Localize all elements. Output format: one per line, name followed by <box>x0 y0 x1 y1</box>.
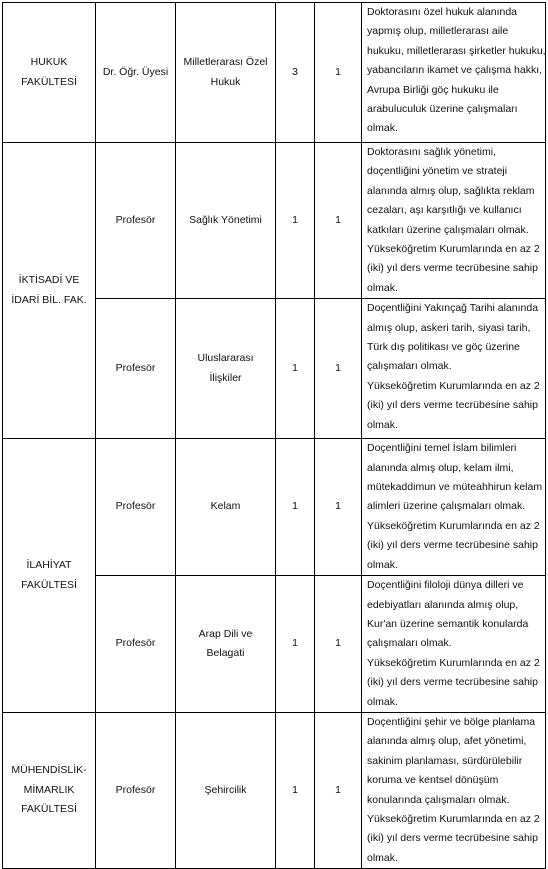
field-cell: Sağlık Yönetimi <box>176 143 276 299</box>
title-cell: Profesör <box>96 299 176 439</box>
table-row <box>3 712 546 868</box>
faculty-cell: İLAHİYAT FAKÜLTESİ <box>3 439 96 713</box>
table-row <box>3 3 546 143</box>
faculty-cell: HUKUK FAKÜLTESİ <box>3 3 96 143</box>
table-row <box>3 439 546 576</box>
title-cell: Dr. Öğr. Üyesi <box>96 3 176 143</box>
table-row <box>3 143 546 299</box>
title-cell: Profesör <box>96 143 176 299</box>
count-cell: 1 <box>276 439 315 576</box>
positions-table <box>2 2 546 869</box>
description-cell: Doçentliğini temel İslam bilimleri alanında almış olup, kelam ilmi, mütekaddimun ve müteahhirun kelam alimleri üzerine çalışmaları olmak. Yükseköğretim Kurumlarında en az 2 (iki) yıl ders verme tecrübesine sahip olmak. <box>362 439 546 576</box>
field-cell: Arap Dili ve Belagati <box>176 576 276 713</box>
description-cell: Doçentliğini Yakınçağ Tarihi alanında almış olup, askeri tarih, siyasi tarih, Türk dış politikası ve göç üzerine çalışmaları olmak. Yükseköğretim Kurumlarında en az 2 (iki) yıl ders verme tecrübesine sahip olmak. <box>362 299 546 439</box>
title-cell: Profesör <box>96 712 176 868</box>
count-cell: 1 <box>315 576 362 713</box>
count-cell: 1 <box>315 3 362 143</box>
count-cell: 1 <box>315 439 362 576</box>
count-cell: 1 <box>276 143 315 299</box>
field-cell: Uluslararası İlişkiler <box>176 299 276 439</box>
count-cell: 3 <box>276 3 315 143</box>
count-cell: 1 <box>315 143 362 299</box>
description-cell: Doktorasını sağlık yönetimi, doçentliğini yönetim ve strateji alanında almış olup, sağlıkta reklam cezaları, aşı karşıtlığı ve kullanıcı katkıları üzerine çalışmaları olmak. Yükseköğretim Kurumlarında en az 2 (iki) yıl ders verme tecrübesine sahip olmak. <box>362 143 546 299</box>
field-cell: Kelam <box>176 439 276 576</box>
count-cell: 1 <box>276 299 315 439</box>
title-cell: Profesör <box>96 439 176 576</box>
faculty-cell: İKTİSADİ VE İDARİ BİL. FAK. <box>3 143 96 439</box>
description-cell: Doçentliğini filoloji dünya dilleri ve edebiyatları alanında almış olup, Kur'an üzerine semantik konularda çalışmaları olmak. Yükseköğretim Kurumlarında en az 2 (iki) yıl ders verme tecrübesine sahip olmak. <box>362 576 546 713</box>
description-cell: Doçentliğini şehir ve bölge planlama alanında almış olup, afet yönetimi, sakinim planlaması, sürdürülebilir koruma ve kentsel dönüşüm konularında çalışmaları olmak. Yükseköğretim Kurumlarında en az 2 (iki) yıl ders verme tecrübesine sahip olmak. <box>362 712 546 868</box>
count-cell: 1 <box>276 712 315 868</box>
count-cell: 1 <box>315 712 362 868</box>
description-cell: Doktorasını özel hukuk alanında yapmış olup, milletlerarası aile hukuku, milletlerarası şirketler hukuku, yabancıların ikamet ve çalışma hakkı, Avrupa Birliği göç hukuku ile arabuluculuk üzerine çalışmaları olmak. <box>362 3 546 143</box>
count-cell: 1 <box>276 576 315 713</box>
field-cell: Şehircilik <box>176 712 276 868</box>
count-cell: 1 <box>315 299 362 439</box>
field-cell: Milletlerarası Özel Hukuk <box>176 3 276 143</box>
title-cell: Profesör <box>96 576 176 713</box>
faculty-cell: MÜHENDİSLİK- MİMARLIK FAKÜLTESİ <box>3 712 96 868</box>
